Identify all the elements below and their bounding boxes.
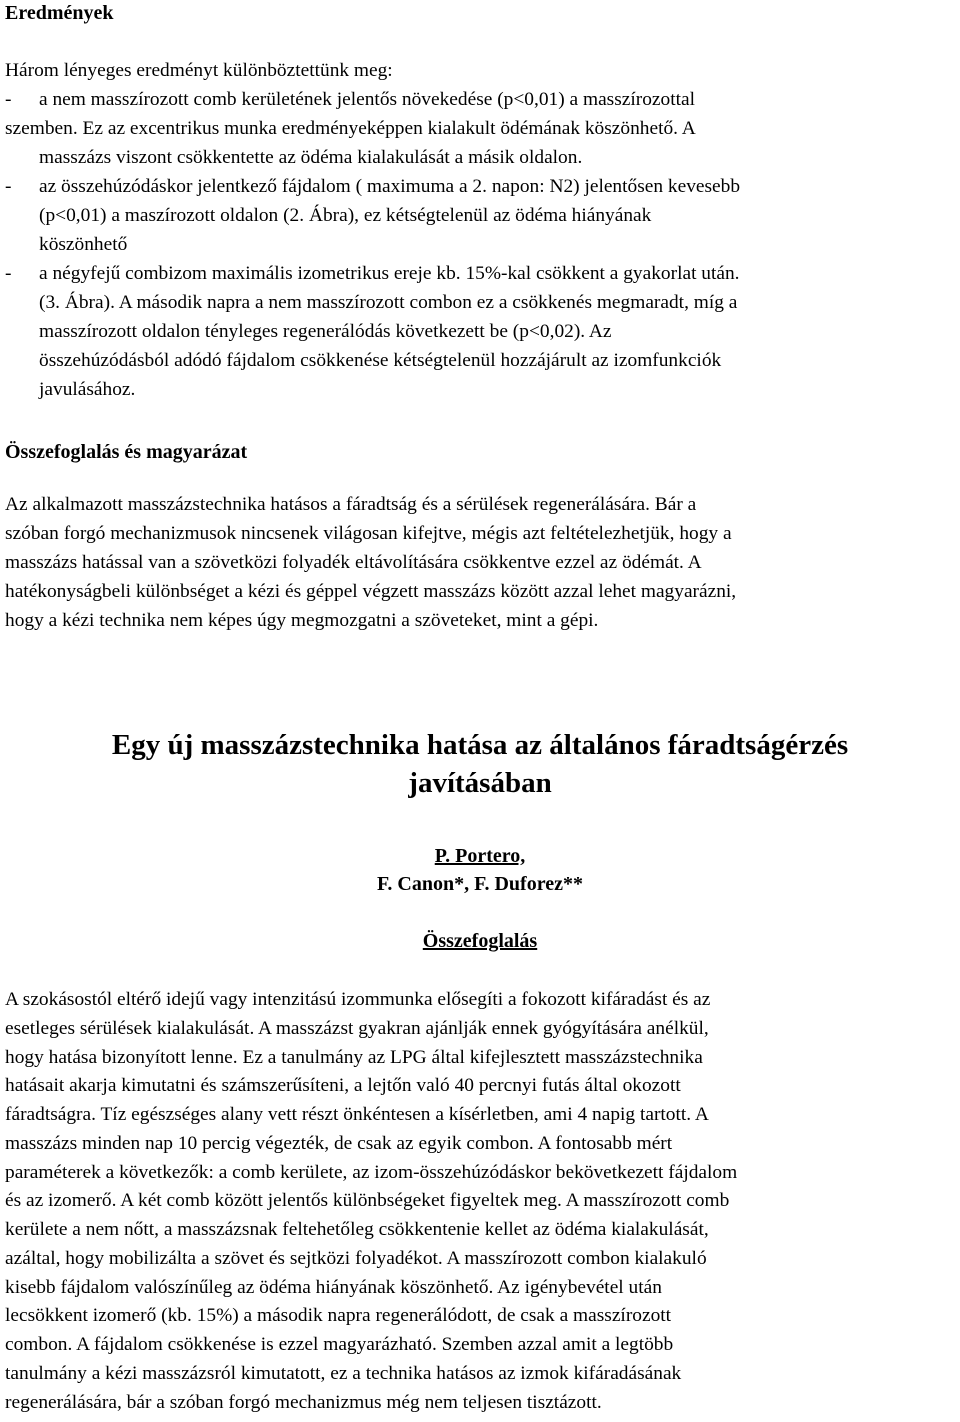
paragraph-line: fáradtságra. Tíz egészséges alany vett részt önkéntesen a kísérletben, ami 4 napig tartott. A (5, 1104, 709, 1125)
bullet-dash: - (5, 263, 12, 284)
bullet-line: összehúzódásból adódó fájdalom csökkenése kétségtelenül hozzájárult az izomfunkciók (39, 350, 722, 371)
bullet-line: köszönhető (39, 234, 128, 255)
results-heading: Eredmények (5, 2, 114, 24)
bullet-line: a négyfejű combizom maximális izometrikus ereje kb. 15%-kal csökkent a gyakorlat után. (39, 263, 740, 284)
paragraph-line: hatékonyságbeli különbséget a kézi és géppel végzett masszázs között azzal lehet magyarázni, (5, 581, 737, 602)
paragraph-line: hogy hatása bizonyított lenne. Ez a tanulmány az LPG által kifejlesztett masszázstechnika (5, 1046, 703, 1068)
bullet-line: az összehúzódáskor jelentkező fájdalom ( maximuma a 2. napon: N2) jelentősen kevesebb (39, 176, 741, 197)
article-title-line: javításában (408, 767, 552, 799)
paragraph-line: regenerálására, bár a szóban forgó mechanizmus még nem teljesen tisztázott. (5, 1391, 602, 1413)
paragraph-line: Az alkalmazott masszázstechnika hatásos a fáradtság és a sérülések regenerálására. Bár a (5, 494, 697, 515)
result-bullet-1 (5, 85, 956, 114)
paragraph-line: masszázs hatással van a szövetközi folyadék eltávolítására csökkentve ezzel az ödémát. A (5, 552, 702, 573)
article-authors (0, 842, 960, 898)
bullet-dash: - (5, 176, 12, 197)
paragraph-line: hatásait akarja kimutatni és számszerűsíteni, a lejtőn való 40 percnyi futás által okozott (5, 1075, 681, 1097)
author-line: F. Canon*, F. Duforez** (377, 873, 583, 895)
paragraph-line: szóban forgó mechanizmusok nincsenek világosan kifejtve, mégis azt feltételezhetjük, hogy a (5, 523, 732, 544)
paragraph-line: és az izomerő. A két comb között jelentős különbségeket figyeltek meg. A masszírozott comb (5, 1190, 730, 1212)
paragraph-line: combon. A fájdalom csökkenése is ezzel magyarázható. Szemben azzal amit a legtöbb (5, 1334, 674, 1355)
abstract-heading: Összefoglalás (422, 930, 538, 952)
bullet-line: masszázs viszont csökkentette az ödéma kialakulását a másik oldalon. (39, 147, 583, 168)
results-intro: Három lényeges eredményt különböztettünk meg: (5, 60, 393, 81)
bullet-line: szemben. Ez az excentrikus munka eredményeképpen kialakult ödémának köszönhető. A (5, 118, 696, 139)
bullet-line: (p<0,01) a maszírozott oldalon (2. Ábra), ez kétségtelenül az ödéma hiányának (39, 205, 652, 226)
bullet-line: masszírozott oldalon tényleges regenerálódás következett be (p<0,02). Az (39, 321, 612, 342)
paragraph-line: azáltal, hogy mobilizálta a szövet és sejtközi folyadékot. A masszírozott combon kialakuló (5, 1247, 707, 1269)
bullet-line: (3. Ábra). A második napra a nem masszírozott combon ez a csökkenés megmaradt, míg a (39, 292, 738, 313)
paragraph-line: kerülete a nem nőtt, a masszázsnak feltehetőleg csökkentenie kellet az ödéma kialakulását, (5, 1219, 709, 1240)
summary-heading: Összefoglalás és magyarázat (5, 441, 248, 463)
article-title-line: Egy új masszázstechnika hatása az általános fáradtságérzés (111, 729, 849, 761)
paragraph-line: hogy a kézi technika nem képes úgy megmozgatni a szöveteket, mint a gépi. (5, 610, 599, 631)
bullet-line: javulásához. (39, 379, 136, 400)
paragraph-line: masszázs minden nap 10 percig végezték, de csak az egyik combon. A fontosabb mért (5, 1132, 673, 1154)
summary-paragraph (5, 490, 956, 635)
author-line: P. Portero, (434, 845, 526, 867)
paragraph-line: esetleges sérülések kialakulását. A masszázst gyakran ajánlják ennek gyógyítására anélkül, (5, 1017, 709, 1039)
bullet-line: a nem masszírozott comb kerületének jelentős növekedése (p<0,01) a masszírozottal (39, 89, 695, 110)
results-section (5, 56, 956, 404)
result-bullet-3 (5, 259, 956, 404)
bullet-dash: - (5, 89, 12, 110)
article-title (0, 726, 960, 802)
result-bullet-2 (5, 172, 956, 259)
paragraph-line: kisebb fájdalom valószínűleg az ödéma hiányának köszönhető. Az igénybevétel után (5, 1276, 662, 1298)
paragraph-line: A szokásostól eltérő idejű vagy intenzitású izommunka elősegíti a fokozott kifáradást és az (5, 989, 711, 1010)
abstract-paragraph (5, 986, 955, 1417)
paragraph-line: lecsökkent izomerő (kb. 15%) a második napra regenerálódott, de csak a masszírozott (5, 1305, 672, 1327)
paragraph-line: tanulmány a kézi masszázsról kimutatott, ez a technika hatásos az izmok kifáradásának (5, 1362, 682, 1384)
paragraph-line: paraméterek a következők: a comb kerülete, az izom-összehúzódáskor bekövetkezett fájdalom (5, 1161, 738, 1183)
